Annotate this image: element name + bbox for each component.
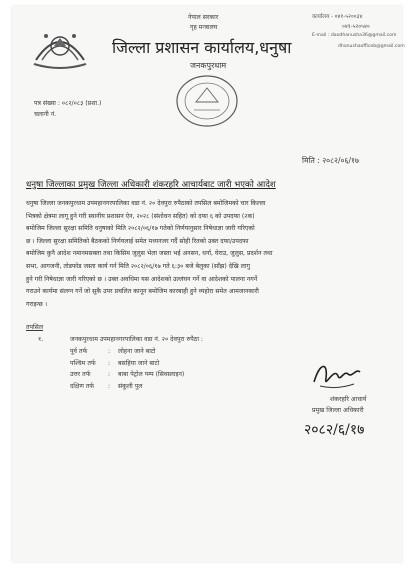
signatory-name: शंकरहरि आचार्य [330, 396, 367, 403]
tapsil-item-number: १. [38, 336, 44, 343]
body-line: हुने गरी निषेधाज्ञा जारी गरिएको छ । उक्त अवधिमा यस आदेशको उल्लंघन गर्ने वा आदेशको पालना नगर्ने [26, 275, 258, 283]
boundary-side: दक्षिण तर्फ [70, 382, 95, 390]
boundary-row: पूर्व तर्फ : लोहना जाने बाटो [70, 346, 184, 358]
email-1: E-mail : daodhanusha36@gmail.com [312, 33, 397, 38]
body-line: सभा, आगजनी, तोडफोड जस्ता कार्य गर्न मिति २०८२/०६/१७ गते ६:३० बजे बेलुका (साँझ) देखि लागु [26, 262, 250, 270]
boundary-value: बाबा पेट्रोल पम्प (सिवस्लाइन) [118, 371, 185, 379]
body-line: धनुषा जिल्ला जनकपुरधाम उपमहानगरपालिका वडा नं. २० देवपुरा रुपैठाको तपसिल बमोजिमको चार किल्ला [26, 200, 266, 207]
tapsil-item-title: जनकपुरधाम उपमहानगरपालिका वडा नं. २० देवपुरा रुपैठा : [70, 336, 203, 343]
office-location: जनकपुरधाम [190, 61, 227, 70]
email-2: dhanushaofficeb@gmail.com [338, 44, 405, 49]
boundary-list [70, 346, 184, 392]
dispatch-number: चलानी नं. [34, 111, 57, 118]
boundary-value: लोहना जाने बाटो [118, 348, 156, 355]
phone-2: ०४१-५२०५४० [342, 24, 370, 30]
boundary-row: पश्चिम तर्फ : बसहिया जाने बाटो [70, 358, 184, 370]
body-line: बमोजिम जिल्ला सुरक्षा समिति धनुषाको मिति २०८२/०६/१७ गतेको निर्णयानुसार निषेधाज्ञा जारी गरिएको [26, 225, 255, 233]
letter-sheet [12, 6, 405, 562]
tapsil-heading: तपसिल [26, 324, 44, 331]
boundary-row: दक्षिण तर्फ : संकुली पुल [70, 381, 184, 393]
signature-image [310, 356, 364, 394]
phone-1: कार्यालय - ०४१-५२००३४ [312, 14, 363, 20]
gov-line2: गृह मन्त्रालय [190, 24, 218, 31]
subject-line: धनुषा जिल्लाका प्रमुख जिल्ला अधिकारी शंकरहरि आचार्यबाट जारी भएको आदेश [26, 180, 276, 190]
body-line: छ । जिल्ला सुरक्षा समितिको बैठकको निर्णयलाई समेत मध्यनजर गर्दै सोही रितको उक्त दफा/उपदफा [26, 237, 249, 245]
boundary-side: उत्तर तर्फ [70, 371, 91, 379]
office-stamp [172, 72, 242, 130]
boundary-side: पूर्व तर्फ [70, 348, 88, 355]
boundary-value: संकुली पुल [118, 382, 143, 390]
boundary-value: बसहिया जाने बाटो [118, 359, 160, 367]
body-paragraph [26, 198, 272, 311]
letter-number: पत्र संख्या : ०८२/०८३ (प्रशा.) [34, 100, 102, 107]
nepal-emblem-logo [26, 16, 94, 72]
body-line: भित्रको क्षेत्रमा लागू हुने गरी स्थानीय प्रशासन ऐन, २०२८ (संशोधन सहित) को दफा ६ को उपदफा (२क) [26, 212, 255, 220]
boundary-side: पश्चिम तर्फ [70, 359, 96, 367]
boundary-row: उत्तर तर्फ : बाबा पेट्रोल पम्प (सिवस्लाइन) [70, 369, 184, 381]
body-line: गराउने कार्यमा संलग्न गर्ने जो सुकै उपर प्रचलित कानून बमोजिम कारबाही हुने व्यहोरा समेत आमजानकारी [26, 288, 259, 296]
handwritten-date: २०८२/६/१७ [304, 422, 365, 438]
gov-line1: नेपाल सरकार [188, 14, 219, 21]
body-line: गराइन्छ । [26, 300, 48, 308]
office-title: जिल्ला प्रशासन कार्यालय,धनुषा [112, 38, 292, 57]
letter-date: मिति : २०८२/०६/१७ [302, 156, 359, 165]
body-line: बमोजिम कुनै आदेश नमानमसक्ता तथा किसिम जुलुस भेला जस्ता भई अनसन, धर्ना, घेराउ, जुलुस, प्रदर्शन तथा [26, 250, 273, 258]
signatory-designation: प्रमुख जिल्ला अधिकारी [312, 407, 364, 414]
